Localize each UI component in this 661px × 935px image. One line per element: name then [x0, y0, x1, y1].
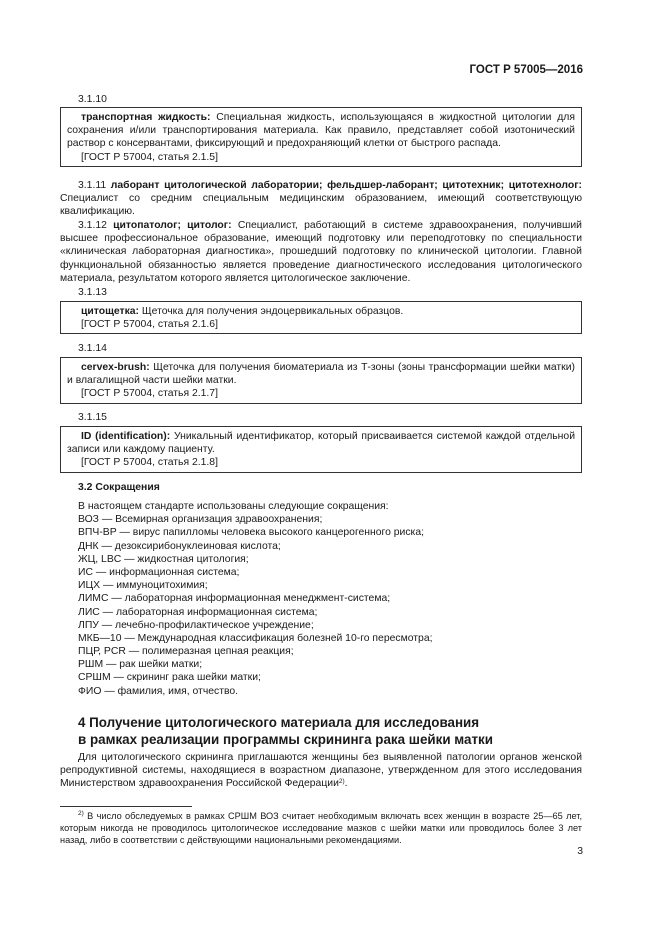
abbreviation-list — [78, 500, 578, 698]
term-name: cervex-brush: — [81, 362, 150, 373]
list-item: ПЦР, PCR — полимеразная цепная реакция; — [78, 646, 294, 658]
term-box — [60, 301, 582, 334]
term-source: [ГОСТ Р 57004, статья 2.1.5] — [81, 151, 218, 163]
term-definition: cervex-brush: Щеточка для получения биоматериала из Т-зоны (зоны трансформации шейки матки) и влагалищной части шейки матки. — [67, 362, 575, 387]
list-item: СРШМ — скрининг рака шейки матки; — [78, 672, 261, 684]
term-definition: цитощетка: Щеточка для получения эндоцервикальных образцов. — [81, 306, 404, 317]
term-definition: ID (identification): Уникальный идентификатор, который присваивается системой каждой отдельной записи или каждому пациенту. — [67, 431, 575, 456]
list-item: ИС — информационная система; — [78, 566, 240, 578]
list-item: ВПЧ-ВР — вирус папилломы человека высокого канцерогенного риска; — [78, 527, 424, 539]
list-item: МКБ—10 — Международная классификация болезней 10-го пересмотра; — [78, 632, 433, 644]
term-definition: 3.1.12 цитопатолог; цитолог: Специалист, работающий в системе здравоохранения, получивший высшее профессиональное образование, имеющий подготовку или переподготовку по специальности «клиническая лабораторная диагностика», прошедший подготовку по клинической цитологии. Главной функциональной обязанностью является проведение диагностического исследования цитологического материала, результатом которого является цитологическое заключение. — [60, 220, 582, 284]
term-name: цитопатолог; цитолог: — [113, 220, 232, 231]
term-number: 3.1.14 — [78, 343, 107, 354]
term-name: ID (identification): — [81, 431, 171, 442]
term-definition: транспортная жидкость: Специальная жидкость, использующаяся в жидкостной цитологии для сохранения и/или транспортирования материала. Как правило, представляет собой изотонический раствор с консервантами, фиксирующий и предохраняющий клетки от быстрого распада. — [67, 112, 575, 150]
list-item: РШМ — рак шейки матки; — [78, 659, 203, 671]
term-definition: 3.1.11 лаборант цитологической лаборатории; фельдшер-лаборант; цитотехник; цитотехнолог: Специалист со средним специальным медицинским образованием, имеющий соответствующую квалификацию. — [60, 180, 582, 218]
term-number: 3.1.15 — [78, 412, 107, 423]
term-paragraph — [60, 219, 582, 285]
term-box — [60, 426, 582, 473]
footnote-ref[interactable]: 2) — [338, 778, 345, 786]
section-heading: 3.2 Сокращения — [78, 482, 160, 493]
list-item: ФИО — фамилия, имя, отчество. — [78, 685, 239, 697]
section-paragraph: Для цитологического скрининга приглашаются женщины без выявленной патологии органов женской репродуктивной системы, находящиеся в возрастном диапазоне, утвержденном для этого исследования Министерством здравоохранения Российской Федерации$^{2)}$. — [60, 752, 582, 790]
list-item: ЖЦ, LBC — жидкостная цитология; — [78, 553, 249, 565]
section-heading: 4 Получение цитологического материала для исследования в рамках реализации программы скрининга рака шейки матки — [78, 715, 493, 747]
footnote-separator — [60, 806, 192, 807]
term-name: цитощетка: — [81, 306, 140, 317]
list-item: ЛПУ — лечебно-профилактическое учреждение; — [78, 619, 314, 631]
list-item: ВОЗ — Всемирная организация здравоохранения; — [78, 514, 323, 526]
term-source: [ГОСТ Р 57004, статья 2.1.6] — [81, 319, 218, 331]
term-number: 3.1.10 — [78, 94, 107, 105]
abbreviation-intro: В настоящем стандарте использованы следующие сокращения: — [78, 501, 389, 512]
term-name: лаборант цитологической лаборатории; фельдшер-лаборант; цитотехник; цитотехнолог: — [110, 180, 582, 191]
term-source: [ГОСТ Р 57004, статья 2.1.7] — [81, 388, 218, 400]
list-item: ЛИС — лабораторная информационная система; — [78, 606, 318, 618]
list-item: ДНК — дезоксирибонуклеиновая кислота; — [78, 540, 281, 552]
document-header: ГОСТ Р 57005—2016 — [469, 64, 583, 76]
list-item: ЛИМС — лабораторная информационная менеджмент-система; — [78, 593, 391, 605]
term-box — [60, 357, 582, 404]
term-box — [60, 107, 582, 167]
term-number: 3.1.13 — [78, 287, 107, 298]
term-source: [ГОСТ Р 57004, статья 2.1.8] — [81, 457, 218, 469]
footnote-marker: 2) — [78, 810, 84, 817]
page-number: 3 — [577, 846, 583, 857]
term-paragraph — [60, 179, 582, 219]
list-item: ИЦХ — иммуноцитохимия; — [78, 580, 208, 592]
footnote: $^{2)}$ В число обследуемых в рамках СРШМ ВОЗ считает необходимым включать всех женщин в возрасте 25—65 лет, которым никогда не проводилось цитологическое исследование мазков с шейки матки или проводилось более 3 лет назад, либо в соответствии с действующими национальными рекомендациями. — [60, 810, 582, 846]
term-name: транспортная жидкость: — [81, 112, 211, 123]
